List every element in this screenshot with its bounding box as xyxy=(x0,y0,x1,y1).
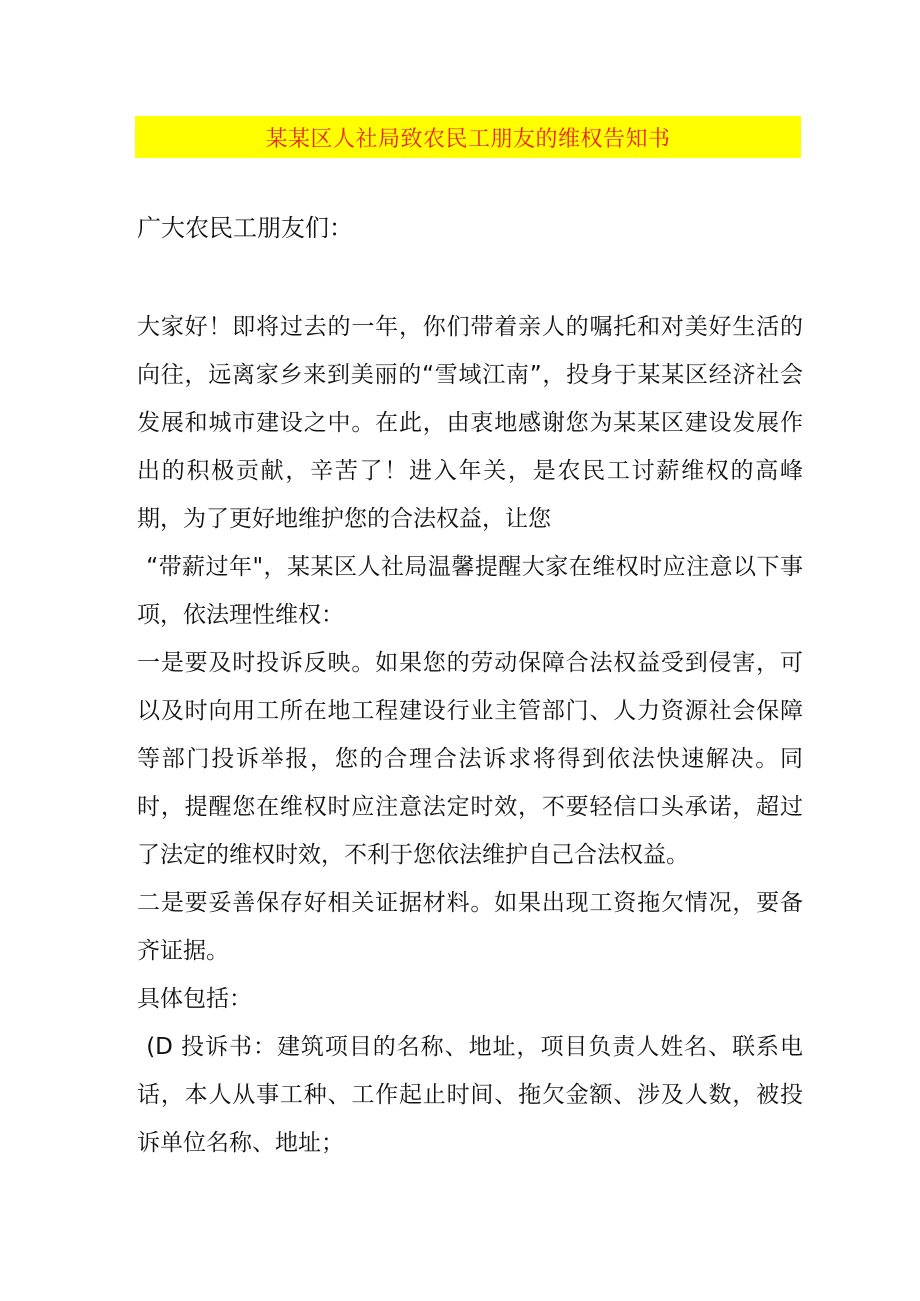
document-body xyxy=(137,303,803,1167)
salutation: 广大农民工朋友们： xyxy=(137,214,353,242)
paragraph-item-two: 二是要妥善保存好相关证据材料。如果出现工资拖欠情况，要备齐证据。 xyxy=(137,890,803,964)
paragraph-details-intro: 具体包括： xyxy=(137,986,252,1012)
paragraph-greeting: 大家好！即将过去的一年，你们带着亲人的嘱托和对美好生活的向往，远离家乡来到美丽的“雪域江南”，投身于某某区经济社会发展和城市建设之中。在此，由衷地感谢您为某某区建设发展作出的积极贡献，辛苦了！进入年关，是农民工讨薪维权的高峰期，为了更好地维护您的合法权益，让您 xyxy=(137,314,803,532)
paragraph-complaint-letter: (D 投诉书：建筑项目的名称、地址，项目负责人姓名、联系电话，本人从事工种、工作起止时间、拖欠金额、涉及人数，被投诉单位名称、地址； xyxy=(137,1034,803,1156)
title-banner xyxy=(135,116,801,158)
paragraph-item-one: 一是要及时投诉反映。如果您的劳动保障合法权益受到侵害，可以及时向用工所在地工程建设行业主管部门、人力资源社会保障等部门投诉举报，您的合理合法诉求将得到依法快速解决。同时，提醒您在维权时应注意法定时效，不要轻信口头承诺，超过了法定的维权时效，不利于您依法维护自己合法权益。 xyxy=(137,650,803,868)
document-title: 某某区人社局致农民工朋友的维权告知书 xyxy=(265,126,671,152)
paragraph-reminder: “带薪过年"，某某区人社局温馨提醒大家在维权时应注意以下事项，依法理性维权： xyxy=(137,554,803,628)
